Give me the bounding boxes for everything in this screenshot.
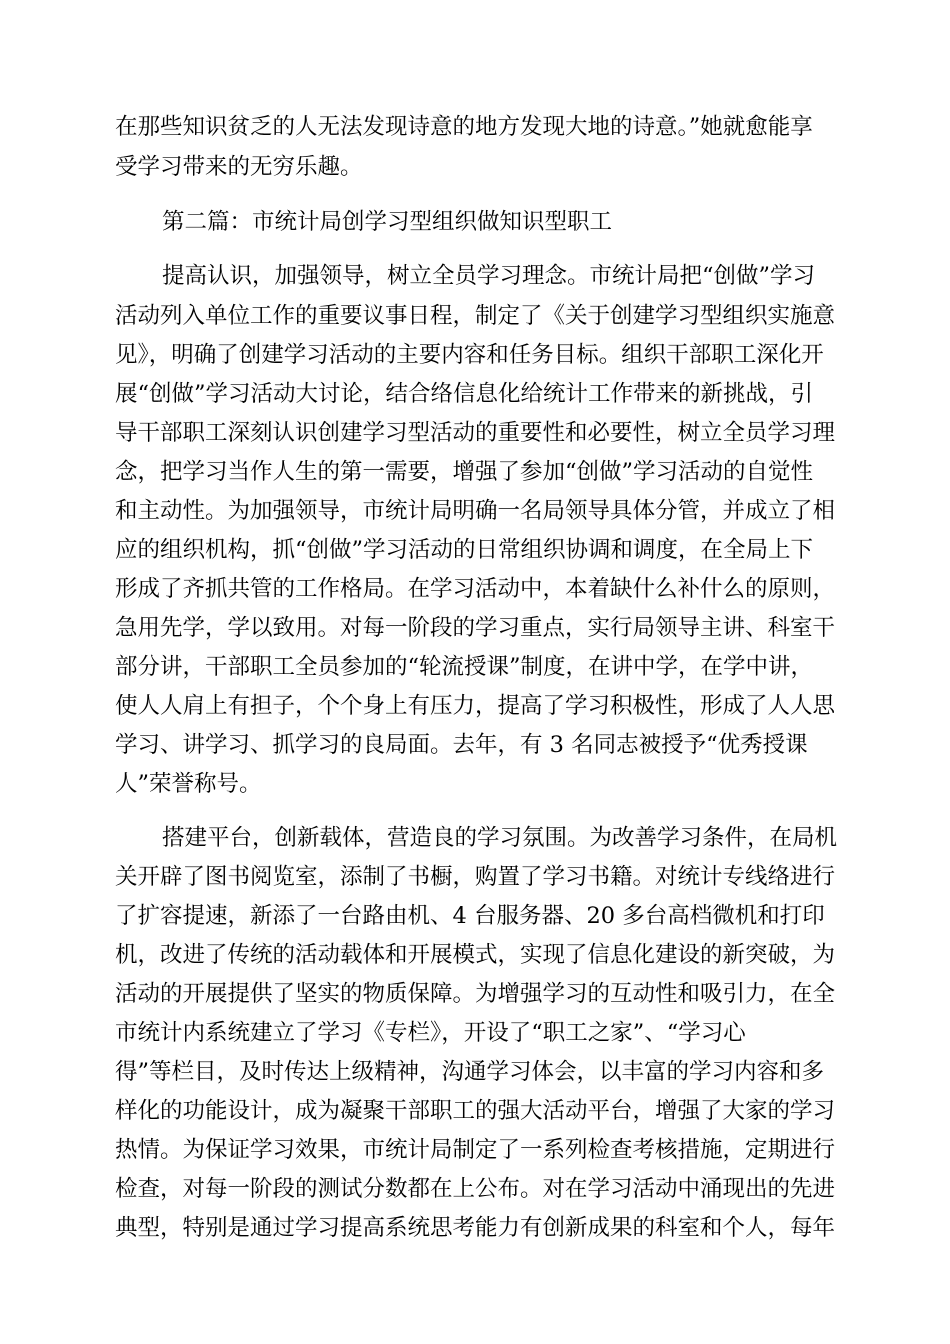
text-line: 学习、讲学习、抓学习的良局面。去年，有 3 名同志被授予“优秀授课 (115, 732, 808, 758)
text-line: 样化的功能设计，成为凝聚干部职工的强大活动平台，增强了大家的学习 (115, 1098, 836, 1124)
text-line: 和主动性。为加强领导，市统计局明确一名局领导具体分管，并成立了相 (115, 498, 836, 524)
text-line: 部分讲，干部职工全员参加的“轮流授课”制度，在讲中学，在学中讲， (115, 654, 814, 680)
text-line: 提高认识，加强领导，树立全员学习理念。市统计局把“创做”学习 (162, 263, 816, 289)
text-line: 人”荣誉称号。 (115, 771, 262, 797)
text-line: 热情。为保证学习效果，市统计局制定了一系列检查考核措施，定期进行 (115, 1137, 836, 1163)
text-line: 展“创做”学习活动大讨论，结合络信息化给统计工作带来的新挑战，引 (115, 381, 814, 407)
text-line: 急用先学，学以致用。对每一阶段的学习重点，实行局领导主讲、科室干 (115, 615, 836, 641)
text-line: 受学习带来的无穷乐趣。 (115, 154, 363, 180)
text-line: 了扩容提速，新添了一台路由机、4 台服务器、20 多台高档微机和打印 (115, 903, 825, 929)
text-line: 应的组织机构，抓“创做”学习活动的日常组织协调和调度，在全局上下 (115, 537, 814, 563)
text-line: 活动列入单位工作的重要议事日程，制定了《关于创建学习型组织实施意 (115, 303, 836, 329)
text-line: 搭建平台，创新载体，营造良的学习氛围。为改善学习条件，在局机 (162, 825, 838, 851)
text-line: 关开辟了图书阅览室，添制了书橱，购置了学习书籍。对统计专线络进行 (115, 864, 836, 890)
text-line: 活动的开展提供了坚实的物质保障。为增强学习的互动性和吸引力，在全 (115, 981, 836, 1007)
text-line: 形成了齐抓共管的工作格局。在学习活动中，本着缺什么补什么的原则， (115, 576, 836, 602)
text-line: 在那些知识贫乏的人无法发现诗意的地方发现大地的诗意。”她就愈能享 (115, 114, 813, 140)
text-line: 检查，对每一阶段的测试分数都在上公布。对在学习活动中涌现出的先进 (115, 1176, 836, 1202)
text-line: 得”等栏目，及时传达上级精神，沟通学习体会，以丰富的学习内容和多 (115, 1059, 825, 1085)
text-line: 机，改进了传统的活动载体和开展模式，实现了信息化建设的新突破，为 (115, 942, 836, 968)
text-line: 市统计内系统建立了学习《专栏》，开设了“职工之家”、“学习心 (115, 1020, 746, 1046)
text-line: 见》，明确了创建学习活动的主要内容和任务目标。组织干部职工深化开 (115, 342, 824, 368)
text-line: 念，把学习当作人生的第一需要，增强了参加“创做”学习活动的自觉性 (115, 459, 814, 485)
text-line: 导干部职工深刻认识创建学习型活动的重要性和必要性，树立全员学习理 (115, 420, 836, 446)
text-line: 典型，特别是通过学习提高系统思考能力有创新成果的科室和个人，每年 (115, 1215, 836, 1241)
text-line: 使人人肩上有担子，个个身上有压力，提高了学习积极性，形成了人人思 (115, 693, 836, 719)
section-heading: 第二篇：市统计局创学习型组织做知识型职工 (162, 209, 613, 235)
